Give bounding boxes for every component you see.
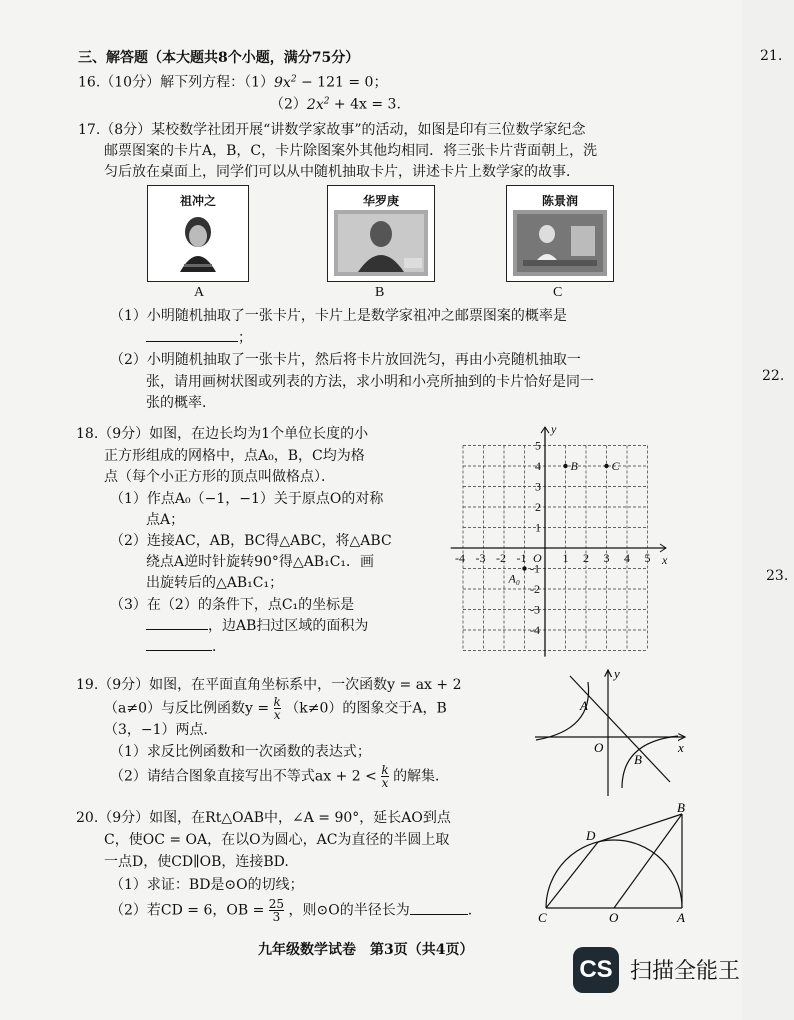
q19-p1: （1）求反比例函数和一次函数的表达式；: [110, 744, 371, 760]
q17-p1-line2: [146, 328, 252, 348]
frac-den: x: [273, 708, 281, 722]
q17-line2: 邮票图案的卡片A，B，C，卡片除图案外其他均相同．将三张卡片背面朝上，洗: [104, 143, 598, 159]
q17-line3: 匀后放在桌面上，同学们可以从中随机抽取卡片，讲述卡片上数学家的故事．: [104, 164, 580, 180]
q16-lead: 16.（10分）解下列方程：（1）: [78, 74, 274, 91]
origin-label: O: [594, 740, 604, 755]
point-label: B: [570, 459, 578, 473]
x-tick-label: -3: [475, 551, 486, 565]
q17-p1-line1: （1）小明随机抽取了一张卡片，卡片上是数学家祖冲之邮票图案的概率是: [110, 308, 567, 324]
y-tick-label: -4: [530, 623, 540, 637]
answer-blank[interactable]: [146, 629, 208, 630]
point-d-label: D: [586, 828, 596, 843]
q16-eq1-sup: 2: [290, 74, 297, 84]
point-o-label: O: [609, 910, 619, 925]
card-c-title: 陈景润: [541, 194, 578, 208]
y-tick-label: -3: [530, 602, 540, 617]
q20-line1: 20.（9分）如图，在Rt△OAB中，∠A = 90°，延长AO到点: [76, 810, 451, 826]
q20-line2: C，使OC = OA，在以O为圆心，AC为直径的半圆上取: [104, 832, 450, 848]
q20-p2-a: （2）若CD = 6，OB =: [110, 902, 265, 919]
q18-p3-line3: [146, 637, 226, 657]
q17-p1-end: ；: [238, 330, 252, 346]
x-tick-label: 2: [583, 551, 589, 565]
q18-p2-line1: （2）连接AC，AB，BC得△ABC，将△ABC: [110, 533, 392, 549]
fraction-k-over-x: [381, 764, 388, 789]
fraction-k-over-x: [274, 696, 281, 721]
question-16-eq2: [270, 91, 401, 115]
x-tick-label: -4: [455, 551, 465, 565]
frac-den: 3: [269, 910, 284, 923]
q19-line1: 19.（9分）如图，在平面直角坐标系中，一次函数y = ax + 2: [76, 677, 462, 693]
frac-num: 25: [268, 897, 285, 911]
origin-label: O: [533, 551, 542, 565]
q20-p2: [110, 898, 472, 923]
q19-line2-b: （k≠0）的图象交于A，B: [285, 700, 447, 717]
frac-num: k: [273, 695, 281, 709]
q18-p3-end: ．: [212, 639, 226, 655]
q16-eq2-sup: 2: [323, 96, 330, 106]
frac-num: k: [381, 763, 389, 777]
q18-line2: 正方形组成的网格中，点A₀，B，C均为格: [104, 448, 365, 464]
y-tick-label: 3: [535, 479, 541, 494]
card-a-label: A: [194, 285, 205, 300]
q18-p2-line3: 出旋转后的△AB₁C₁；: [146, 575, 284, 591]
y-tick-label: 2: [535, 500, 541, 514]
section-header: 三、解答题（本大题共8个小题，满分75分）: [78, 50, 360, 66]
fraction-25-over-3: [269, 898, 284, 923]
q18-line3: 点（每个小正方形的顶点叫做格点）．: [104, 469, 335, 485]
question-16: [78, 69, 387, 93]
question-number-21: 21.: [760, 48, 783, 64]
answer-blank[interactable]: [146, 650, 212, 651]
q16-eq2-b: + 4x = 3.: [329, 96, 401, 113]
q20-line3: 一点D，使CD∥OB，连接BD.: [104, 854, 289, 870]
q19-p2: [110, 764, 449, 789]
q17-p2-line1: （2）小明随机抽取了一张卡片，然后将卡片放回洗匀，再由小亮随机抽取一: [110, 352, 581, 368]
q16-eq2-a: 2x: [306, 96, 324, 113]
semicircle-figure: [530, 800, 700, 925]
coordinate-grid: [440, 418, 690, 658]
y-tick-label: 5: [535, 438, 541, 453]
q18-p3-line1: （3）在（2）的条件下，点C₁的坐标是: [110, 597, 355, 613]
portrait-icon: [170, 210, 226, 276]
q17-p2-line2: 张，请用画树状图或列表的方法，求小明和小亮所抽到的卡片恰好是同一: [146, 374, 594, 390]
card-b-title: 华罗庚: [362, 194, 399, 208]
card-a: [147, 185, 249, 282]
card-c-label: C: [553, 285, 563, 300]
x-tick-label: -2: [496, 551, 506, 565]
answer-blank[interactable]: [146, 341, 238, 342]
q19-line3: （3，−1）两点．: [104, 722, 218, 738]
q18-p3-line2: [146, 616, 368, 636]
q18-p1-line2: 点A；: [146, 512, 185, 528]
x-tick-label: -1: [516, 551, 527, 565]
q19-p2-a: （2）请结合图象直接写出不等式ax + 2 <: [110, 768, 377, 785]
point-a-label: A: [580, 698, 588, 713]
y-tick-label: -1: [530, 561, 540, 576]
grid-point: [563, 464, 567, 468]
point-c-label: C: [538, 910, 547, 925]
y-axis-label: y: [551, 422, 557, 437]
q18-p3-line2-text: ，边AB扫过区域的面积为: [208, 618, 369, 634]
question-number-22: 22.: [762, 368, 785, 384]
grid-point: [604, 464, 608, 468]
q16-eq1-a: 9x: [274, 74, 291, 91]
q17-line1: 17.（8分）某校数学社团开展“讲数学家故事”的活动，如图是印有三位数学家纪念: [78, 122, 586, 138]
point-label: A₀: [508, 571, 521, 586]
q20-p2-b: ，则⊙O的半径长为: [288, 902, 410, 919]
x-tick-label: 3: [603, 551, 610, 565]
portrait-icon: [513, 210, 607, 276]
point-b-label: B: [634, 752, 642, 767]
point-b-label: B: [677, 800, 685, 815]
y-tick-label: 1: [535, 520, 541, 535]
q18-p1-line1: （1）作点A₀（−1，−1）关于原点O的对称: [110, 491, 384, 507]
portrait-icon: [334, 210, 428, 276]
next-page-edge: [742, 0, 794, 1020]
page-footer: 九年级数学试卷 第3页（共4页）: [258, 942, 474, 958]
point-label: C: [611, 459, 620, 473]
q19-line2: [104, 696, 447, 721]
q20-p2-c: .: [467, 902, 473, 919]
card-b-label: B: [375, 285, 385, 300]
q20-p1: （1）求证：BD是⊙O的切线；: [110, 877, 304, 893]
q16-eq2-lead: （2）: [270, 96, 307, 113]
camscanner-logo-icon: CS: [573, 947, 619, 993]
y-tick-label: 4: [535, 459, 541, 473]
point-a-label: A: [677, 910, 685, 925]
x-axis-label: x: [678, 740, 684, 755]
x-tick-label: 5: [644, 551, 651, 565]
q18-line1: 18.（9分）如图，在边长均为1个单位长度的小: [76, 426, 369, 442]
x-tick-label: 1: [562, 551, 569, 565]
card-a-title: 祖冲之: [179, 194, 216, 208]
q19-line2-a: （a≠0）与反比例函数y =: [104, 700, 270, 717]
grid-point: [522, 566, 526, 570]
y-tick-label: -2: [530, 582, 540, 596]
frac-den: x: [381, 776, 389, 790]
q16-eq1-b: − 121 = 0；: [296, 74, 388, 91]
y-axis-label: y: [614, 666, 620, 681]
card-b: [327, 185, 435, 282]
card-c: [506, 185, 614, 282]
q17-p2-line3: 张的概率．: [146, 395, 216, 411]
x-tick-label: 4: [624, 551, 630, 565]
x-axis-label: x: [661, 553, 668, 567]
function-graph: [530, 664, 695, 800]
q19-p2-b: 的解集．: [393, 768, 450, 785]
camscanner-name: 扫描全能王: [630, 959, 741, 984]
q18-p2-line2: 绕点A逆时针旋转90°得△AB₁C₁．画: [146, 554, 375, 570]
question-number-23: 23.: [766, 568, 789, 584]
answer-blank[interactable]: [410, 914, 468, 915]
